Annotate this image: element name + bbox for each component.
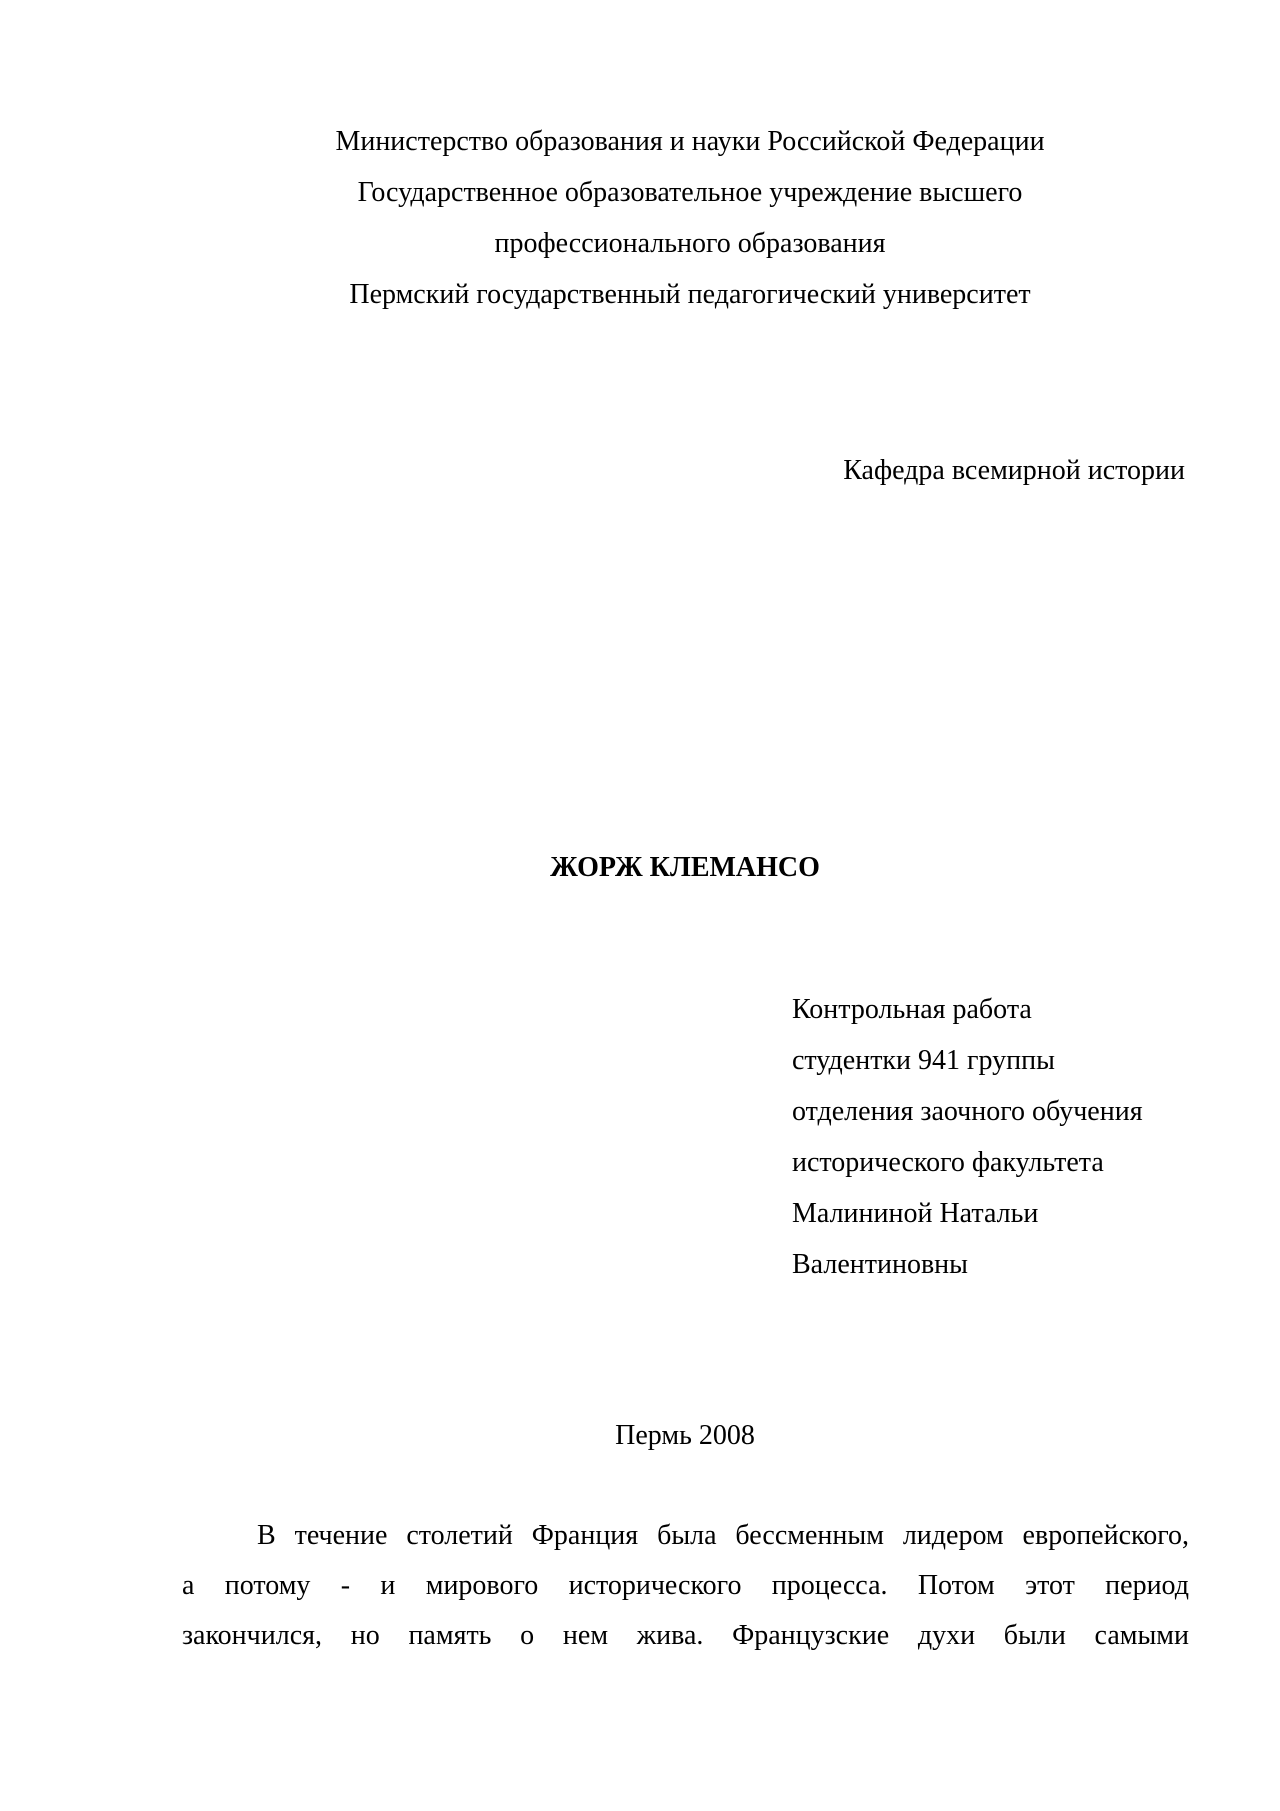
- body-line: а потому - и мирового исторического процесса. Потом этот период: [182, 1570, 1189, 1601]
- department-line: отделения заочного обучения: [792, 1096, 1143, 1127]
- author-patronymic-line: Валентиновны: [792, 1249, 968, 1280]
- body-line: В течение столетий Франция была бессменным лидером европейского,: [257, 1520, 1189, 1551]
- faculty-line: исторического факультета: [792, 1147, 1104, 1178]
- city-year: Пермь 2008: [615, 1420, 755, 1451]
- institution-header: [240, 116, 1140, 320]
- ministry-line: Министерство образования и науки Российской Федерации: [335, 126, 1045, 157]
- institution-type-line-2: профессионального образования: [494, 228, 886, 259]
- body-line: закончился, но память о нем жива. Французские духи были самыми: [182, 1620, 1189, 1651]
- department-name: Кафедра всемирной истории: [843, 455, 1185, 486]
- work-type-line: Контрольная работа: [792, 994, 1032, 1025]
- author-name-line: Малининой Натальи: [792, 1198, 1039, 1229]
- body-paragraph: [182, 1511, 1189, 1661]
- document-title: ЖОРЖ КЛЕМАНСО: [550, 852, 820, 883]
- author-block: [792, 984, 1143, 1290]
- university-line: Пермский государственный педагогический университет: [349, 279, 1031, 310]
- institution-type-line: Государственное образовательное учреждение высшего: [357, 177, 1023, 208]
- student-group-line: студентки 941 группы: [792, 1045, 1055, 1076]
